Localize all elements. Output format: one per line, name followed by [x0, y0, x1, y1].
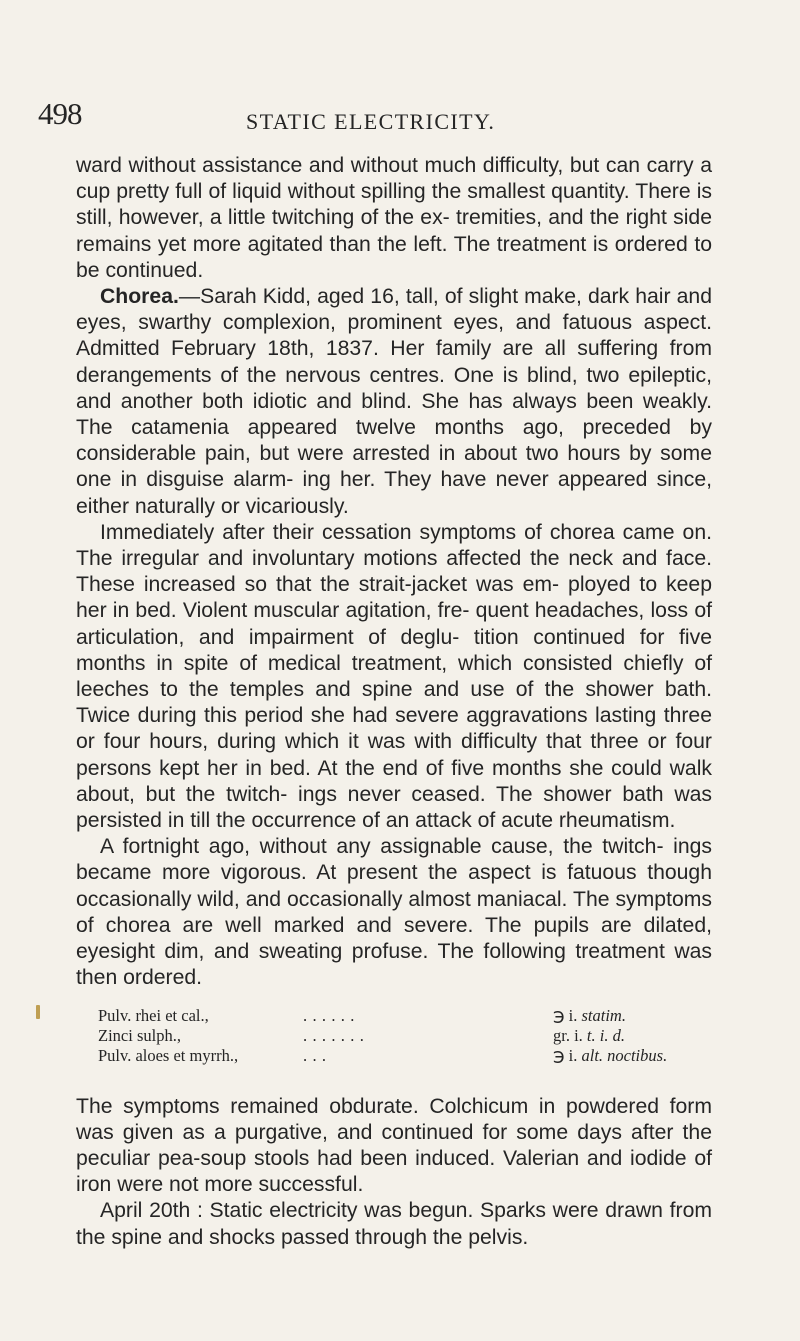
- page-number: 498: [38, 96, 82, 131]
- continued-paragraph: ward without assistance and without much difficulty, but can carry a cup pretty full of liquid without spilling the smallest quantity. There is still, however, a little twitching of the ex- tremities, and the right side remains yet more agitated than the left. The treatment is ordered to be continued.: [76, 154, 712, 282]
- prescription-list: [98, 1006, 712, 1066]
- prescription-leader-dots: . . .: [303, 1045, 327, 1065]
- prescription-dose-amount: gr. i.: [553, 1025, 583, 1045]
- chorea-case-paragraph: [76, 284, 712, 520]
- current-condition-paragraph: A fortnight ago, without any assignable cause, the twitch- ings became more vigorous. At present the aspect is fatuous though occasionally wild, and occasionally almost maniacal. The symptoms of chorea are well marked and severe. The pupils are dilated, eyesight dim, and sweating profuse. The following treatment was then ordered.: [76, 835, 712, 990]
- outcome-paragraph: The symptoms remained obdurate. Colchicum in powdered form was given as a purgative, and continued for some days after the peculiar pea-soup stools had been induced. Valerian and iodide of iron were not more successful.: [76, 1094, 712, 1197]
- case-report-text: [76, 153, 712, 1251]
- prescription-dose: [553, 1026, 625, 1045]
- prescription-dose-amount: ℈ i.: [553, 1045, 578, 1065]
- prescription-direction: statim.: [581, 1005, 626, 1025]
- chorea-case-text: —Sarah Kidd, aged 16, tall, of slight make, dark hair and eyes, swarthy complexion, prominent eyes, and fatuous aspect. Admitted February 18th, 1837. Her family are all suffering from derangements of the nervous centres. One is blind, two epileptic, and another both idiotic and blind. She has always been weakly. The catamenia appeared twelve months ago, preceded by considerable pain, but were arrested in about two hours by some one in disguise alarm- ing her. They have never appeared since, either naturally or vicariously.: [76, 285, 712, 518]
- running-title: STATIC ELECTRICITY.: [246, 109, 496, 134]
- prescription-row-rhubarb-calomel: [98, 1006, 712, 1026]
- prescription-dose: [553, 1046, 667, 1065]
- prescription-direction: t. i. d.: [586, 1025, 625, 1045]
- prescription-leader-dots: . . . . . .: [303, 1005, 355, 1025]
- prescription-dose: [553, 1006, 626, 1025]
- prescription-dose-amount: ℈ i.: [553, 1005, 578, 1025]
- prescription-drug: Zinci sulph.,: [98, 1025, 181, 1045]
- prescription-row-aloes-myrrh: [98, 1046, 712, 1066]
- prescription-drug: Pulv. aloes et myrrh.,: [98, 1045, 239, 1065]
- electricity-treatment-paragraph: April 20th : Static electricity was begun. Sparks were drawn from the spine and shocks passed through the pelvis.: [76, 1199, 712, 1249]
- symptoms-paragraph: Immediately after their cessation symptoms of chorea came on. The irregular and involuntary motions affected the neck and face. These increased so that the strait-jacket was em- ployed to keep her in bed. Violent muscular agitation, fre- quent headaches, loss of articulation, and impairment of deglu- tition continued for five months in spite of medical treatment, which consisted chiefly of leeches to the temples and spine and use of the shower bath. Twice during this period she had severe aggravations lasting three or four hours, during which it was with difficulty that three or four persons kept her in bed. At the end of five months she could walk about, but the twitch- ings never ceased. The shower bath was persisted in till the occurrence of an attack of acute rheumatism.: [76, 520, 712, 833]
- prescription-leader-dots: . . . . . . .: [303, 1025, 365, 1045]
- prescription-drug: Pulv. rhei et cal.,: [98, 1005, 209, 1025]
- running-head: [38, 96, 743, 144]
- prescription-row-zinc-sulphate: [98, 1026, 712, 1046]
- page-scan-mark: [36, 1005, 40, 1019]
- chorea-heading: Chorea.: [100, 285, 179, 309]
- prescription-direction: alt. noctibus.: [581, 1045, 668, 1065]
